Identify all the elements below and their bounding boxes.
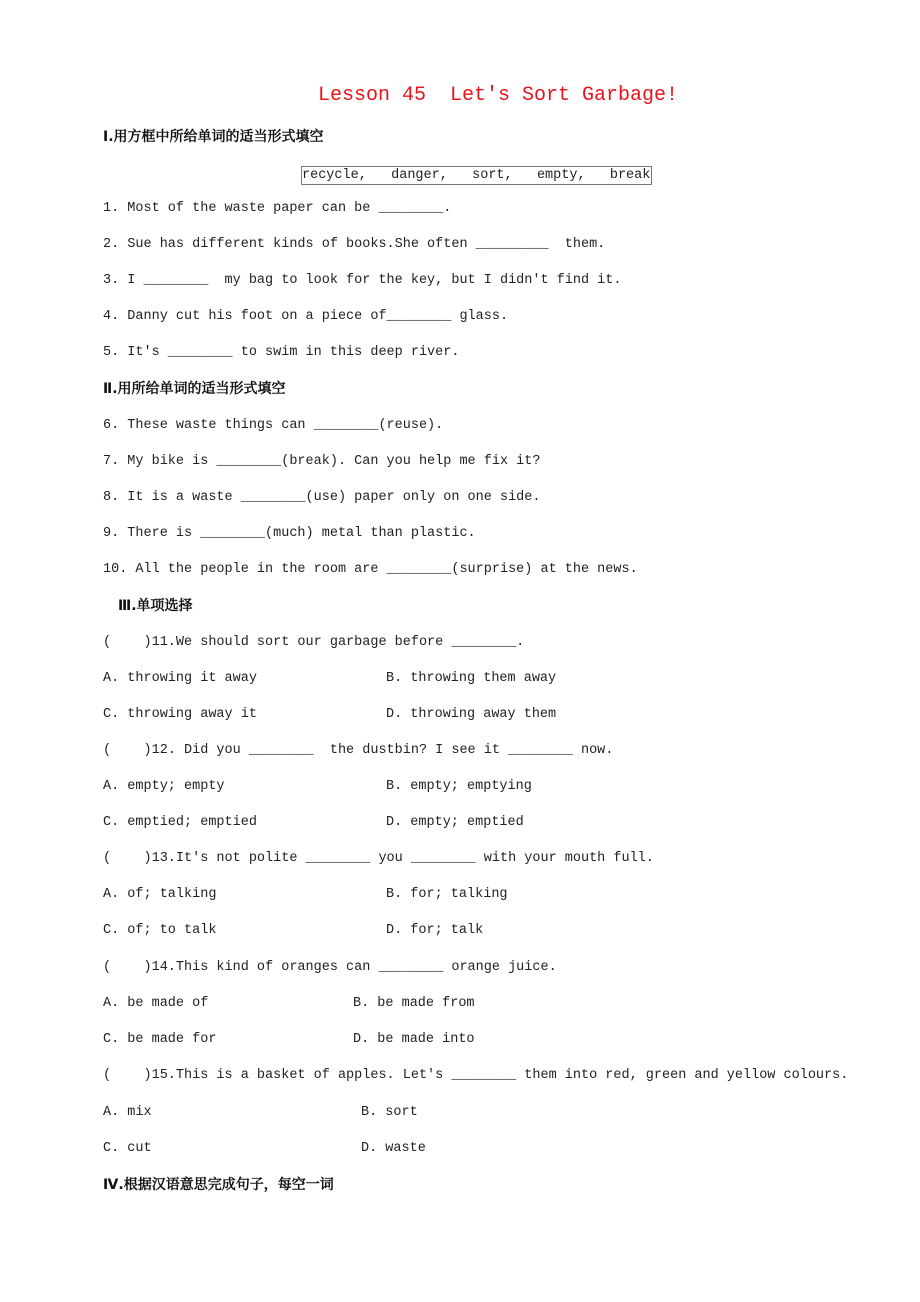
- option-d: D. waste: [361, 1141, 426, 1156]
- option-d: D. throwing away them: [386, 707, 557, 722]
- question-12: ( )12. Did you ________ the dustbin? I see it ________ now.: [103, 743, 614, 758]
- word-box: recycle, danger, sort, empty, break: [302, 168, 651, 183]
- option-b: B. for; talking: [386, 887, 508, 902]
- option-c: C. be made for: [103, 1032, 217, 1047]
- option-a: A. throwing it away: [103, 671, 257, 686]
- section-1-heading: Ⅰ.用方框中所给单词的适当形式填空: [103, 129, 324, 145]
- option-c: C. throwing away it: [103, 707, 257, 722]
- question-4: 4. Danny cut his foot on a piece of________ glass.: [103, 309, 509, 324]
- option-a: A. be made of: [103, 996, 209, 1011]
- option-d: D. for; talk: [386, 923, 484, 938]
- option-a: A. of; talking: [103, 887, 217, 902]
- question-2: 2. Sue has different kinds of books.She often _________ them.: [103, 237, 606, 252]
- question-7: 7. My bike is ________(break). Can you help me fix it?: [103, 454, 541, 469]
- option-d: D. empty; emptied: [386, 815, 524, 830]
- question-13: ( )13.It's not polite ________ you ________ with your mouth full.: [103, 851, 654, 866]
- section-3-heading: Ⅲ.单项选择: [118, 598, 193, 614]
- option-c: C. emptied; emptied: [103, 815, 257, 830]
- question-15: ( )15.This is a basket of apples. Let's ________ them into red, green and yellow colours.: [103, 1068, 849, 1083]
- question-3: 3. I ________ my bag to look for the key, but I didn't find it.: [103, 273, 622, 288]
- option-d: D. be made into: [353, 1032, 475, 1047]
- option-b: B. empty; emptying: [386, 779, 532, 794]
- option-b: B. be made from: [353, 996, 475, 1011]
- section-4-heading: Ⅳ.根据汉语意思完成句子，每空一词: [103, 1177, 334, 1193]
- lesson-title: Lesson 45 Let's Sort Garbage!: [318, 84, 679, 107]
- option-c: C. of; to talk: [103, 923, 217, 938]
- option-a: A. mix: [103, 1105, 152, 1120]
- section-2-heading: Ⅱ.用所给单词的适当形式填空: [103, 381, 286, 397]
- question-8: 8. It is a waste ________(use) paper only on one side.: [103, 490, 541, 505]
- option-b: B. sort: [361, 1105, 418, 1120]
- question-5: 5. It's ________ to swim in this deep river.: [103, 345, 460, 360]
- question-9: 9. There is ________(much) metal than plastic.: [103, 526, 476, 541]
- question-10: 10. All the people in the room are ________(surprise) at the news.: [103, 562, 638, 577]
- question-14: ( )14.This kind of oranges can ________ orange juice.: [103, 960, 557, 975]
- question-6: 6. These waste things can ________(reuse).: [103, 418, 444, 433]
- question-1: 1. Most of the waste paper can be ________.: [103, 201, 452, 216]
- option-c: C. cut: [103, 1141, 152, 1156]
- option-a: A. empty; empty: [103, 779, 225, 794]
- question-11: ( )11.We should sort our garbage before ________.: [103, 635, 525, 650]
- option-b: B. throwing them away: [386, 671, 557, 686]
